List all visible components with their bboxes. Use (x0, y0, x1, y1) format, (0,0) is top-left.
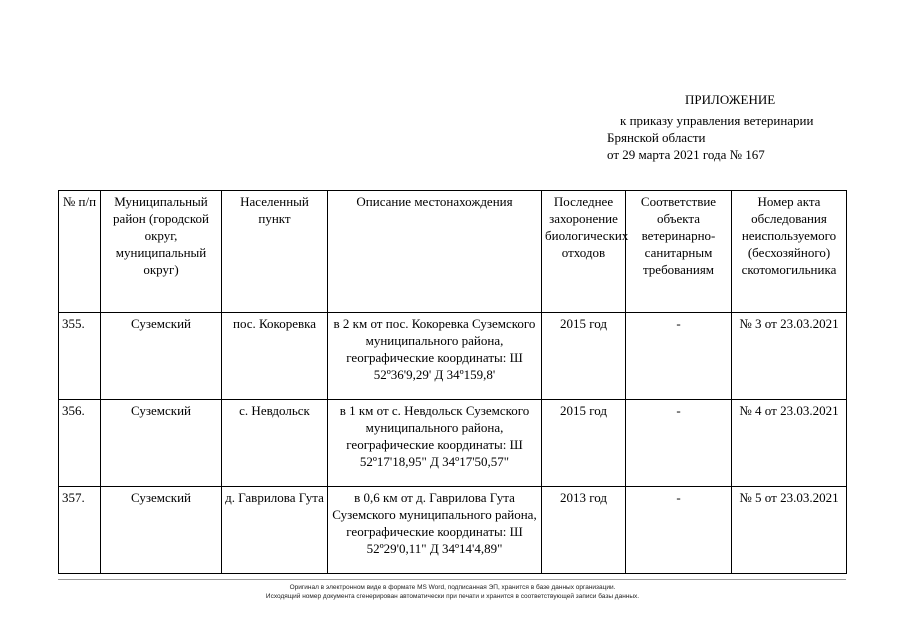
header-description: Описание местонахождения (328, 191, 542, 313)
footer-divider (58, 579, 846, 580)
row-description: в 1 км от с. Невдольск Суземского муниципального района, географические координаты: Ш 52º17'18,95" Д 34º17'50,57" (328, 400, 542, 487)
row-locality: с. Невдольск (222, 400, 328, 487)
table-row (59, 313, 847, 400)
row-act-number: № 4 от 23.03.2021 (732, 400, 847, 487)
table-row (59, 487, 847, 574)
appendix-title: ПРИЛОЖЕНИЕ (685, 92, 776, 107)
table-header-row (59, 191, 847, 313)
header-number: № п/п (59, 191, 101, 313)
header-locality: Населенный пункт (222, 191, 328, 313)
header-district: Муниципальный район (городской округ, муниципальный округ) (101, 191, 222, 313)
row-district: Суземский (101, 487, 222, 574)
row-compliance: - (626, 313, 732, 400)
header-act-number: Номер акта обследования неиспользуемого (бесхозяйного) скотомогильника (732, 191, 847, 313)
row-act-number: № 3 от 23.03.2021 (732, 313, 847, 400)
row-compliance: - (626, 487, 732, 574)
row-compliance: - (626, 400, 732, 487)
row-locality: д. Гаврилова Гута (222, 487, 328, 574)
row-last-burial: 2015 год (542, 313, 626, 400)
order-reference-line: к приказу управления ветеринарии (620, 113, 814, 128)
region-line: Брянской области (607, 130, 706, 145)
row-number: 355. (59, 313, 101, 400)
row-locality: пос. Кокоревка (222, 313, 328, 400)
table-row (59, 400, 847, 487)
row-act-number: № 5 от 23.03.2021 (732, 487, 847, 574)
header-last-burial: Последнее захоронение биологических отходов (542, 191, 626, 313)
row-district: Суземский (101, 313, 222, 400)
footer-note-original: Оригинал в электронном виде в формате MS Word, подписанная ЭП, хранится в базе данных организации. (289, 584, 616, 591)
row-number: 356. (59, 400, 101, 487)
row-description: в 0,6 км от д. Гаврилова Гута Суземского муниципального района, географические координаты: Ш 52º29'0,11" Д 34º14'4,89" (328, 487, 542, 574)
row-number: 357. (59, 487, 101, 574)
row-district: Суземский (101, 400, 222, 487)
row-description: в 2 км от пос. Кокоревка Суземского муниципального района, географические координаты: Ш 52º36'9,29' Д 34º159,8' (328, 313, 542, 400)
footer-note-outgoing-number: Исходящий номер документа сгенерирован автоматически при печати и хранится в соответствующей записи базы данных. (265, 593, 640, 600)
row-last-burial: 2015 год (542, 400, 626, 487)
header-compliance: Соответствие объекта ветеринарно-санитарным требованиям (626, 191, 732, 313)
order-date-line: от 29 марта 2021 года № 167 (607, 147, 765, 162)
row-last-burial: 2013 год (542, 487, 626, 574)
burial-sites-table (58, 190, 847, 574)
